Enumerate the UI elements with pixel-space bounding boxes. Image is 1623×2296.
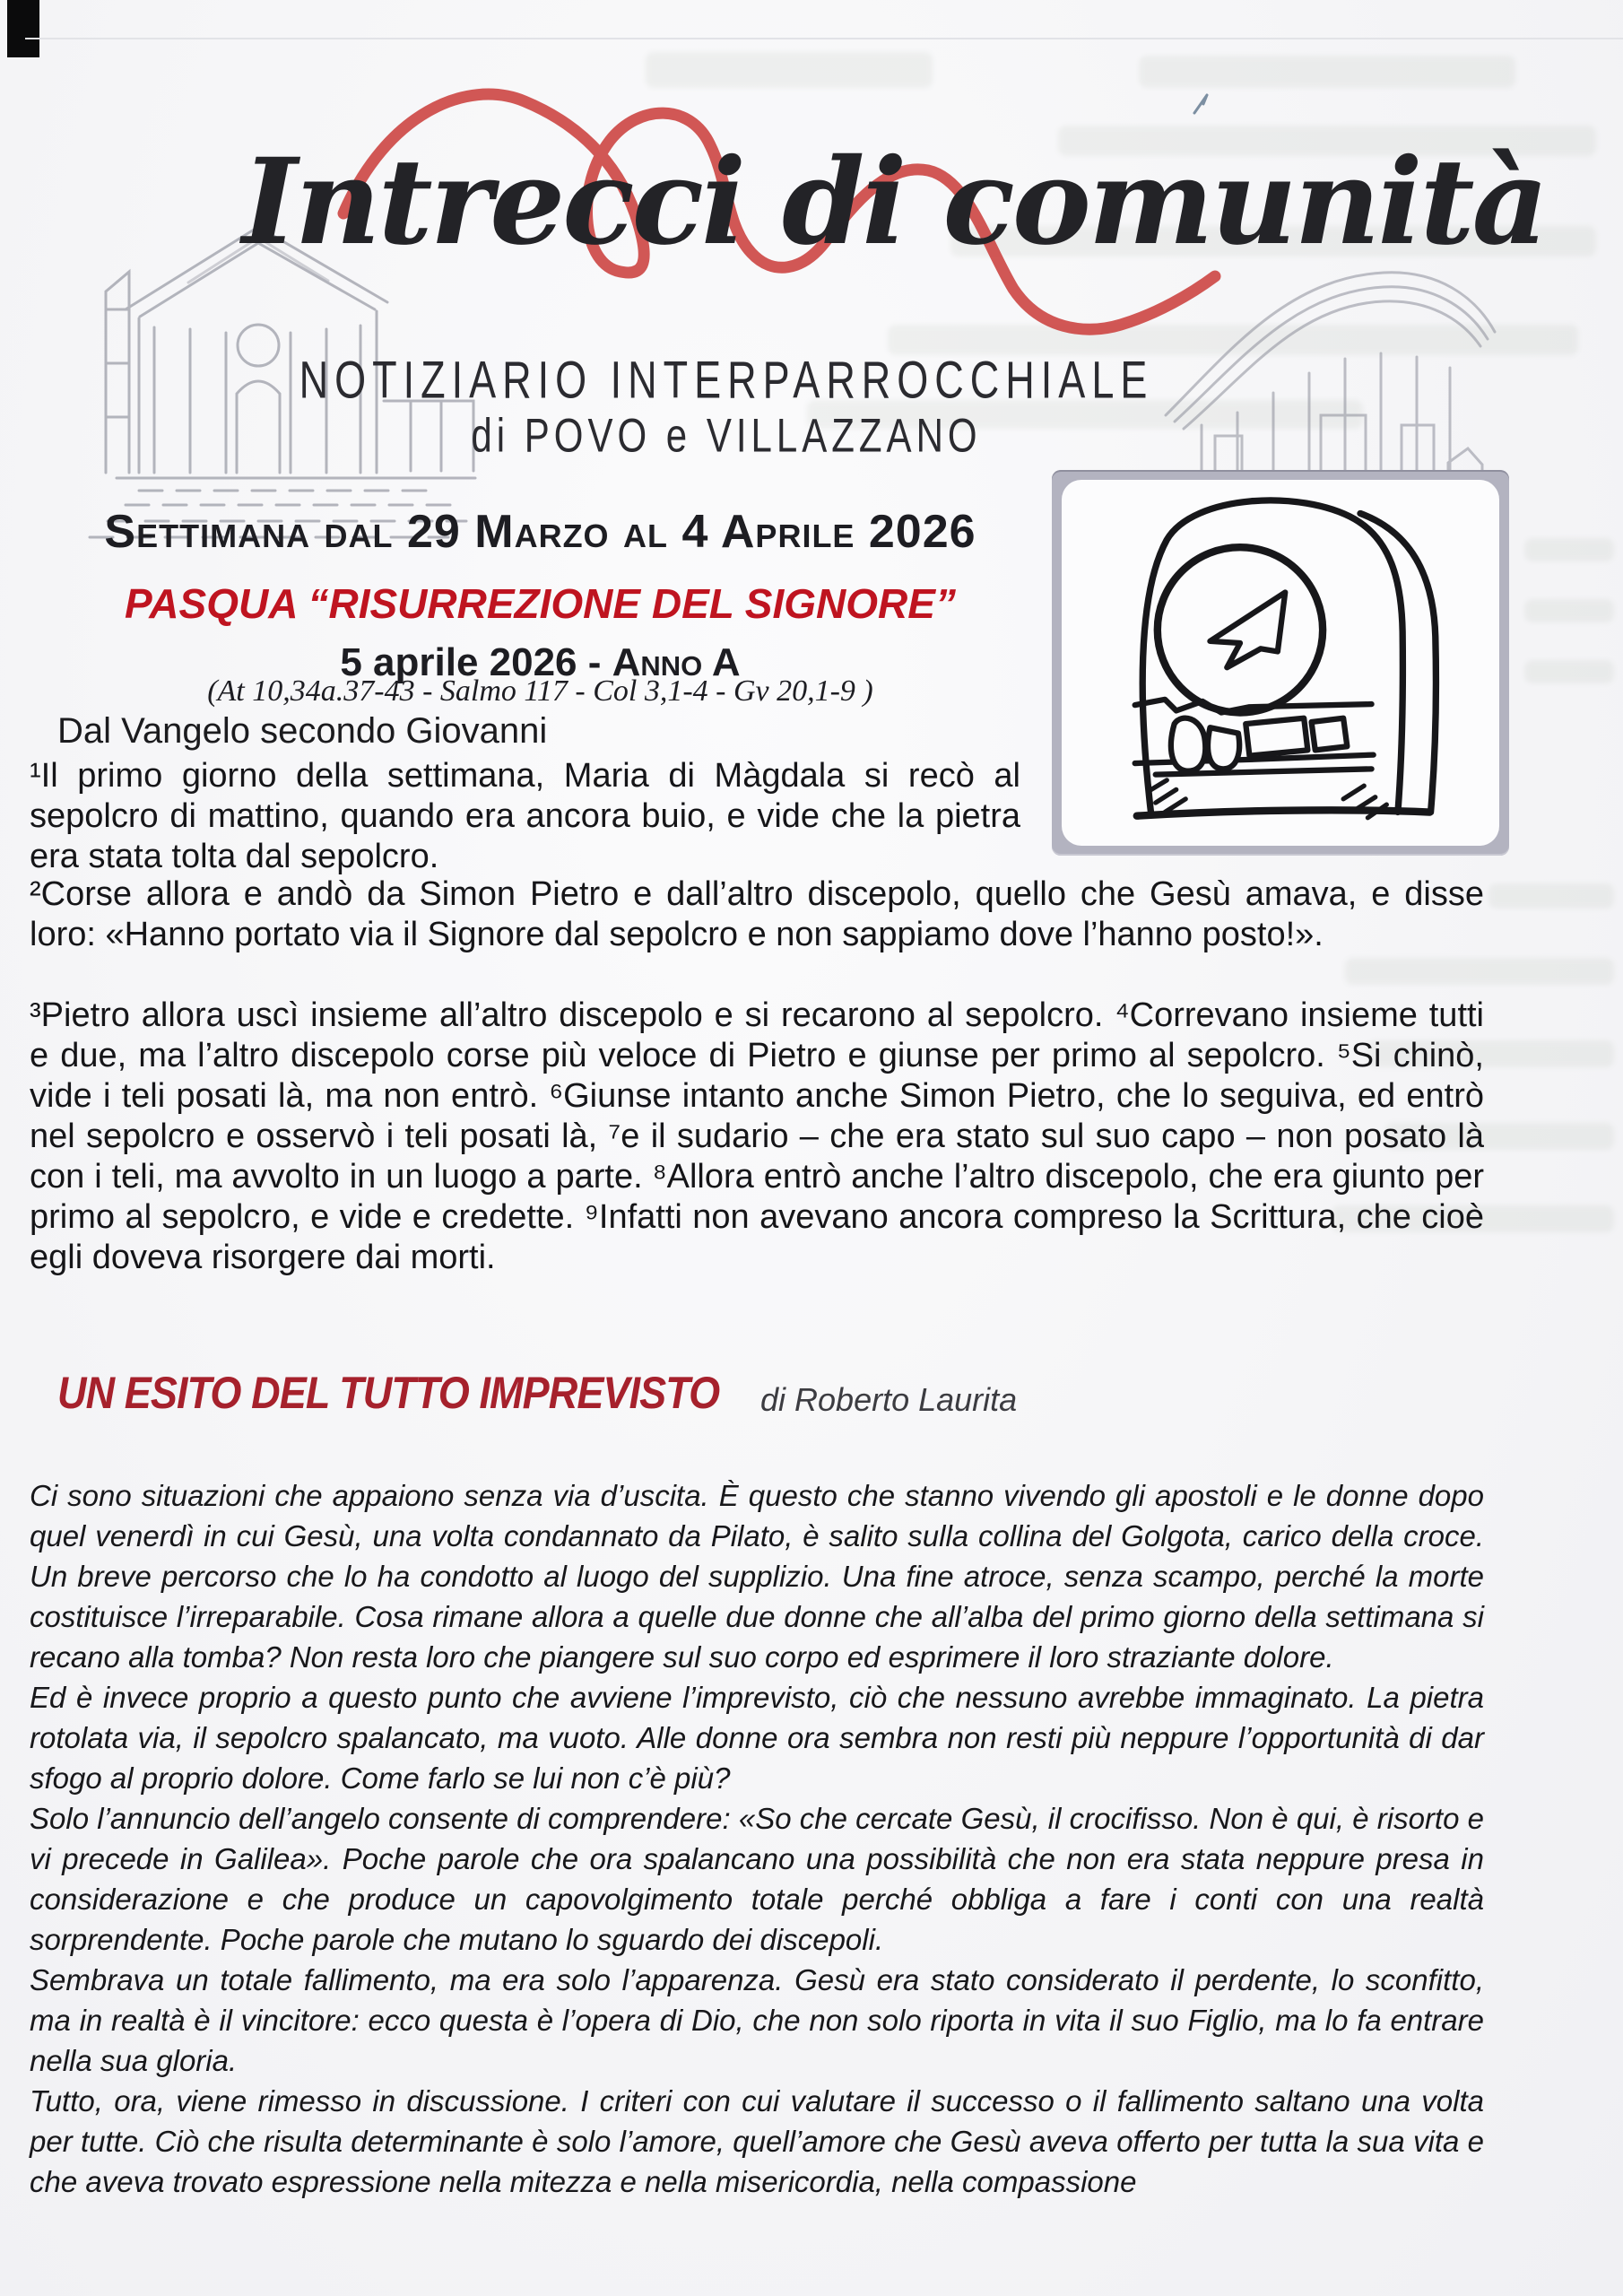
- scan-corner-mark: [7, 0, 39, 57]
- commentary-paragraph: Solo l’annuncio dell’angelo consente di comprendere: «So che cercate Gesù, il crocifisso. Non è qui, è risorto e vi precede in Galilea». Poche parole che ora spalancano una possibilità che non era stata neppure presa in considerazione e che produce un capovolgimento totale perché obbliga a fare i conti con una realtà sorprendente. Poche parole che mutano lo sguardo dei discepoli.: [30, 1802, 1484, 1956]
- empty-tomb-drawing-icon: [1062, 480, 1499, 846]
- bleed-through-ghost: [1524, 599, 1614, 622]
- commentary-body: [30, 1475, 1484, 2202]
- masthead-subtitle-line2: di POVO e VILLAZZANO: [471, 409, 982, 462]
- tomb-illustration-frame: [1052, 470, 1509, 856]
- bleed-through-ghost: [1345, 958, 1614, 985]
- commentary-paragraph: Ed è invece proprio a questo punto che avviene l’imprevisto, ciò che nessuno avrebbe immaginato. La pietra rotolata via, il sepolcro spalancato, ma vuoto. Alle donne ora sembra non resti più neppure l’opportunità di dar sfogo al proprio dolore. Come farlo se lui non c’è più?: [30, 1681, 1484, 1795]
- gospel-verse-2: ²Corse allora e andò da Simon Pietro e dall’altro discepolo, quello che Gesù amava, e disse loro: «Hanno portato via il Signore dal sepolcro e non sappiamo dove l’hanno posto!».: [30, 875, 1484, 953]
- commentary-paragraph: Tutto, ora, viene rimesso in discussione. I criteri con cui valutare il successo o il fallimento saltano una volta per tutte. Ciò che risulta determinante è solo l’amore, quell’amore che Gesù aveva offerto per tutta la sua vita e che aveva trovato espressione nella mitezza e nella misericordia, nella compassione: [30, 2084, 1484, 2198]
- commentary-title: UN ESITO DEL TUTTO IMPREVISTO: [57, 1368, 720, 1418]
- bleed-through-ghost: [1488, 883, 1614, 909]
- gospel-verses-3-9: ³Pietro allora uscì insieme all’altro discepolo e si recarono al sepolcro. ⁴Correvano insieme tutti e due, ma l’altro discepolo corse più veloce di Pietro e giunse per primo al sepolcro. ⁵Si chinò, vide i teli posati là, ma non entrò. ⁶Giunse intanto anche Simon Pietro, che lo seguiva, ed entrò nel sepolcro e osservò i teli posati là, ⁷e il sudario – che era stato sul suo capo – non posato là con i teli, ma avvolto in un luogo a parte. ⁸Allora entrò anche l’altro discepolo, che era giunto per primo al sepolcro, e vide e credette. ⁹Infatti non avevano ancora compreso la Scrittura, che cioè egli doveva risorgere dai morti.: [30, 996, 1484, 1276]
- date-text: 5 aprile 2026 -: [340, 640, 612, 684]
- gospel-intro: Dal Vangelo secondo Giovanni: [57, 711, 548, 751]
- feast-title: PASQUA “RISURREZIONE DEL SIGNORE”: [125, 580, 956, 627]
- scan-top-hairline: [25, 38, 1623, 39]
- bleed-through-ghost: [1524, 538, 1614, 561]
- week-title: Settimana dal 29 Marzo al 4 Aprile 2026: [104, 506, 976, 558]
- gospel-verse-1: ¹Il primo giorno della settimana, Maria di Màgdala si recò al sepolcro di mattino, quando era ancora buio, e vide che la pietra era stata tolta dal sepolcro.: [30, 757, 1020, 875]
- readings-line: (At 10,34a.37-43 - Salmo 117 - Col 3,1-4 - Gv 20,1-9 ): [207, 674, 873, 708]
- commentary-paragraph: Sembrava un totale fallimento, ma era solo l’apparenza. Gesù era stato considerato il perdente, lo sconfitto, ma in realtà è il vincitore: ecco questa è l’opera di Dio, che non solo riporta in vita il suo Figlio, ma lo fa entrare nella sua gloria.: [30, 1963, 1484, 2077]
- masthead-script-title: Intrecci di comunità: [242, 133, 1547, 272]
- bleed-through-ghost: [1524, 660, 1614, 683]
- commentary-byline: di Roberto Laurita: [760, 1381, 1018, 1418]
- liturgical-year: Anno A: [612, 640, 741, 684]
- commentary-paragraph: Ci sono situazioni che appaiono senza via d’uscita. È questo che stanno vivendo gli apostoli e le donne dopo quel venerdì in cui Gesù, una volta condannato da Pilato, è salito sulla collina del Golgota, carico della croce. Un breve percorso che lo ha condotto al luogo del supplizio. Una fine atroce, senza scampo, perché la morte costituisce l’irreparabile. Cosa rimane allora a quelle due donne che all’alba del primo giorno della settimana si recano alla tomba? Non resta loro che piangere sul suo corpo ed esprimere il loro straziante dolore.: [30, 1479, 1484, 1674]
- masthead-subtitle-line1: NOTIZIARIO INTERPARROCCHIALE: [299, 350, 1154, 410]
